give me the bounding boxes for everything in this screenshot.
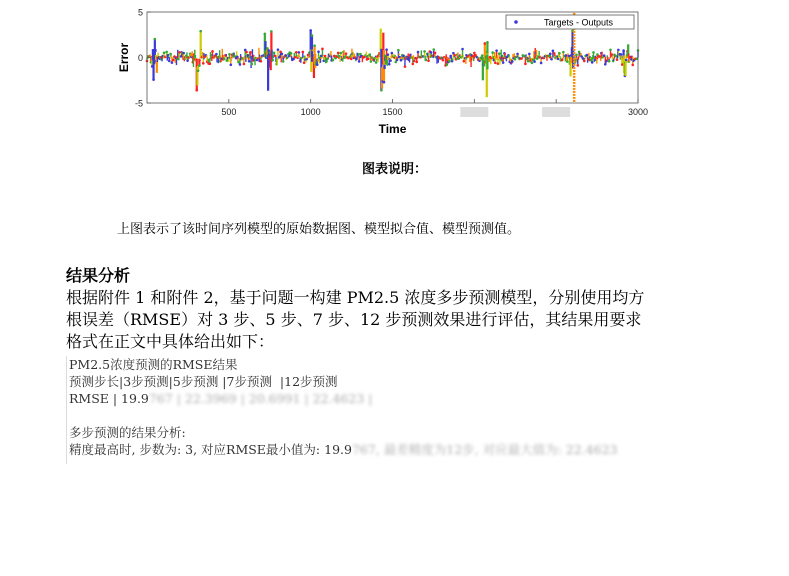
- error-point: [608, 60, 611, 63]
- error-point: [494, 61, 497, 64]
- error-point: [446, 63, 449, 66]
- error-point: [448, 60, 451, 63]
- error-point: [229, 63, 232, 66]
- error-point: [583, 60, 586, 63]
- error-point: [528, 53, 531, 56]
- result-blurred: 767, 最差精度为12步, 对应最大值为: 22.4623: [351, 442, 618, 457]
- error-point: [172, 59, 175, 62]
- error-point: [415, 61, 418, 64]
- error-point: [250, 63, 253, 66]
- console-rmse-row: [69, 390, 709, 407]
- paragraph-line: 根误差（RMSE）对 3 步、5 步、7 步、12 步预测效果进行评估，其结果用要求: [66, 310, 642, 329]
- error-point: [239, 63, 242, 66]
- error-point: [527, 60, 530, 63]
- error-point: [281, 53, 284, 56]
- error-point: [313, 44, 316, 47]
- error-point: [586, 54, 589, 57]
- error-point: [566, 60, 569, 63]
- error-point: [432, 48, 435, 51]
- error-point: [531, 62, 534, 65]
- error-point: [202, 62, 205, 65]
- error-point: [163, 52, 166, 55]
- error-point: [228, 53, 231, 56]
- console-output: [66, 356, 709, 464]
- error-point: [182, 52, 185, 55]
- legend-marker: [514, 20, 518, 24]
- caption-body: 上图表示了该时间序列模型的原始数据图、模型拟合值、模型预测值。: [117, 222, 521, 237]
- console-header: 预测步长|3步预测|5步预测 |7步预测 |12步预测: [69, 374, 338, 389]
- error-point: [617, 49, 620, 52]
- x-axis-label: Time: [378, 122, 407, 136]
- error-point: [270, 30, 273, 33]
- error-point: [558, 52, 561, 55]
- error-point: [620, 53, 623, 56]
- error-point: [298, 51, 301, 54]
- x-tick-label: 500: [221, 107, 237, 117]
- error-point: [215, 53, 218, 56]
- error-point: [391, 52, 394, 55]
- error-point: [195, 89, 198, 92]
- error-point: [523, 55, 526, 58]
- error-point: [481, 54, 484, 57]
- error-point: [260, 60, 263, 63]
- error-point: [389, 59, 392, 62]
- error-point: [463, 60, 466, 63]
- error-point: [591, 61, 594, 64]
- error-point: [248, 60, 251, 63]
- error-point: [498, 52, 501, 55]
- error-point: [502, 61, 505, 64]
- rmse-prefix: RMSE | 19.9: [69, 391, 149, 406]
- error-point: [434, 52, 437, 55]
- y-tick-label: 0: [137, 53, 143, 63]
- error-plot-figure: [110, 4, 655, 138]
- analysis-paragraph: [66, 287, 706, 353]
- error-point: [562, 51, 565, 54]
- error-point: [249, 51, 252, 54]
- error-point: [171, 61, 174, 64]
- error-point: [243, 63, 246, 66]
- section-heading: 结果分析: [66, 266, 131, 285]
- error-point: [461, 48, 464, 51]
- error-point: [350, 58, 353, 61]
- error-point: [274, 55, 277, 58]
- error-scatter-plot: [110, 4, 655, 138]
- error-point: [609, 49, 612, 52]
- obscured-tick-label: [542, 107, 570, 117]
- error-point: [311, 34, 314, 37]
- error-point: [442, 59, 445, 62]
- error-point: [355, 58, 358, 61]
- error-point: [402, 54, 405, 57]
- error-point: [324, 55, 327, 58]
- error-point: [245, 51, 248, 54]
- x-tick-label: 1500: [382, 107, 403, 117]
- error-point: [211, 50, 214, 53]
- error-point: [223, 58, 226, 61]
- error-point: [516, 53, 519, 56]
- error-point: [453, 54, 456, 57]
- error-point: [514, 58, 517, 61]
- error-point: [425, 59, 428, 62]
- error-point: [385, 48, 388, 51]
- error-point: [404, 65, 407, 68]
- error-point: [282, 60, 285, 63]
- legend-entry: Targets - Outputs: [544, 17, 614, 28]
- error-point: [540, 62, 543, 65]
- error-point: [533, 60, 536, 63]
- error-series: [146, 29, 640, 98]
- error-point: [317, 50, 320, 53]
- error-point: [198, 64, 201, 67]
- error-point: [264, 32, 267, 35]
- y-tick-label: 5: [137, 7, 143, 18]
- error-point: [290, 52, 293, 55]
- error-point: [592, 51, 595, 54]
- x-tick-label: 1000: [300, 107, 321, 117]
- error-point: [345, 52, 348, 55]
- console-analysis-title: 多步预测的结果分析:: [69, 425, 186, 440]
- rmse-blurred: 767 | 22.3969 | 20.6991 | 22.4623 |: [148, 391, 373, 406]
- error-point: [199, 30, 202, 33]
- y-tick-label: -5: [134, 98, 143, 109]
- error-point: [397, 49, 400, 52]
- error-point: [400, 59, 403, 62]
- error-point: [552, 49, 555, 52]
- error-point: [178, 51, 181, 54]
- error-point: [209, 62, 212, 65]
- error-point: [549, 53, 552, 56]
- error-point: [380, 89, 383, 92]
- error-point: [339, 52, 342, 55]
- error-point: [411, 63, 414, 66]
- error-point: [271, 59, 274, 62]
- error-point: [387, 53, 390, 56]
- error-point: [497, 62, 500, 65]
- error-point: [333, 55, 336, 58]
- error-point: [491, 51, 494, 54]
- error-point: [186, 59, 189, 62]
- error-point: [383, 81, 386, 84]
- error-point: [430, 51, 433, 54]
- error-point: [169, 53, 172, 56]
- paragraph-line: 根据附件 1 和附件 2，基于问题一构建 PM2.5 浓度多步预测模型，分别使用均方: [66, 288, 645, 307]
- error-point: [302, 51, 305, 54]
- error-point: [303, 62, 306, 65]
- error-point: [388, 63, 391, 66]
- obscured-tick-label: [460, 107, 488, 117]
- error-point: [473, 52, 476, 55]
- error-point: [309, 29, 312, 32]
- error-point: [247, 54, 250, 57]
- error-point: [168, 60, 171, 63]
- error-point: [332, 59, 335, 62]
- error-point: [177, 58, 180, 61]
- result-prefix: 精度最高时, 步数为: 3, 对应RMSE最小值为: 19.9: [69, 442, 352, 457]
- error-point: [423, 50, 426, 53]
- error-point: [197, 69, 200, 72]
- paragraph-line: 格式在正文中具体给出如下：: [66, 332, 275, 351]
- error-point: [277, 48, 280, 51]
- caption-title: 图表说明：: [361, 162, 427, 177]
- error-point: [337, 52, 340, 55]
- error-point: [616, 58, 619, 61]
- error-point: [557, 58, 560, 61]
- error-point: [484, 42, 487, 45]
- error-point: [511, 60, 514, 63]
- error-point: [575, 53, 578, 56]
- console-blank: [69, 407, 709, 424]
- error-point: [576, 64, 579, 67]
- error-point: [273, 52, 276, 55]
- error-point: [625, 59, 628, 62]
- error-point: [495, 49, 498, 52]
- error-point: [427, 59, 430, 62]
- error-point: [152, 78, 155, 81]
- error-point: [316, 63, 319, 66]
- console-result-row: [69, 441, 709, 458]
- error-point: [295, 51, 298, 54]
- x-tick-label: 3000: [627, 107, 649, 117]
- error-point: [165, 51, 168, 54]
- error-point: [631, 64, 634, 67]
- error-point: [524, 63, 527, 66]
- error-point: [565, 54, 568, 57]
- error-point: [370, 60, 373, 63]
- error-point: [375, 61, 378, 64]
- console-title: PM2.5浓度预测的RMSE结果: [69, 357, 238, 372]
- error-point: [622, 49, 625, 52]
- error-point: [321, 48, 324, 51]
- error-point: [154, 38, 157, 41]
- error-point: [449, 55, 452, 58]
- error-point: [413, 60, 416, 63]
- error-point: [358, 60, 361, 63]
- error-point: [611, 53, 614, 56]
- error-point: [226, 59, 229, 62]
- y-axis-label: Error: [117, 42, 131, 73]
- error-point: [486, 41, 489, 44]
- error-point: [417, 51, 420, 54]
